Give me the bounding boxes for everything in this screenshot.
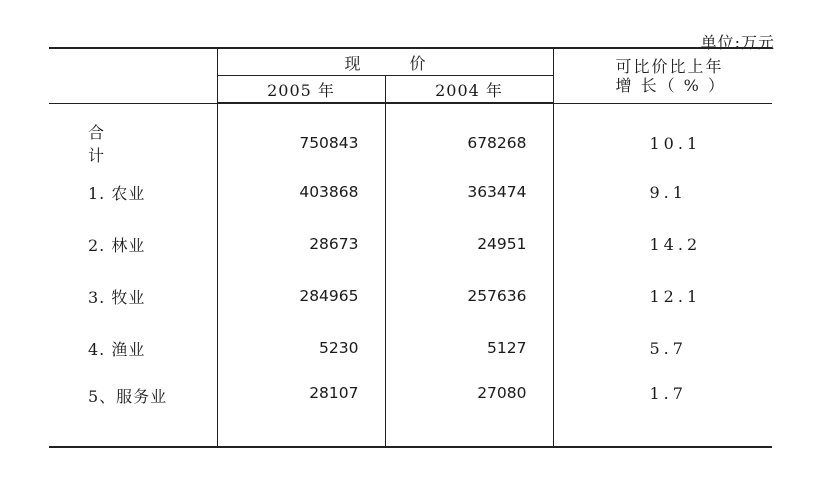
value-2005: 403868 xyxy=(217,166,385,218)
value-2005: 284965 xyxy=(217,270,385,322)
value-2004: 24951 xyxy=(385,218,553,270)
table-row xyxy=(49,374,772,447)
value-2004: 27080 xyxy=(385,374,553,447)
table-row xyxy=(49,104,772,167)
growth-value: 1.7 xyxy=(553,374,772,447)
table-row xyxy=(49,322,772,374)
row-label: 4. 渔业 xyxy=(88,339,146,359)
value-2004: 257636 xyxy=(385,270,553,322)
growth-value: 9.1 xyxy=(553,166,772,218)
corner-header-cell xyxy=(49,48,217,103)
value-2004: 678268 xyxy=(385,104,553,167)
row-label: 5、服务业 xyxy=(49,374,217,447)
growth-value: 14.2 xyxy=(553,218,772,270)
value-2005: 5230 xyxy=(217,322,385,374)
current-price-header: 现 价 xyxy=(217,48,553,76)
value-2004: 363474 xyxy=(385,166,553,218)
table-row xyxy=(49,166,772,218)
value-2004: 5127 xyxy=(385,322,553,374)
row-label: 2. 林业 xyxy=(88,235,146,255)
table-row xyxy=(49,270,772,322)
growth-value: 10.1 xyxy=(553,104,772,167)
table-row xyxy=(49,218,772,270)
year-2005-header: 2005 年 xyxy=(217,76,385,103)
row-label: 合 计 xyxy=(88,123,139,165)
growth-value: 5.7 xyxy=(553,322,772,374)
value-2005: 28107 xyxy=(217,374,385,447)
growth-header xyxy=(553,48,772,103)
row-label: 3. 牧业 xyxy=(88,287,146,307)
unit-label: 单位:万元 xyxy=(700,33,775,52)
value-2005: 750843 xyxy=(217,104,385,167)
output-value-table xyxy=(49,47,772,448)
row-label: 1. 农业 xyxy=(88,183,146,203)
growth-header-line1: 可比价比上年 xyxy=(615,56,724,76)
value-2005: 28673 xyxy=(217,218,385,270)
growth-header-line2: 增 长（ % ） xyxy=(615,75,726,95)
growth-value: 12.1 xyxy=(553,270,772,322)
year-2004-header: 2004 年 xyxy=(385,76,553,103)
